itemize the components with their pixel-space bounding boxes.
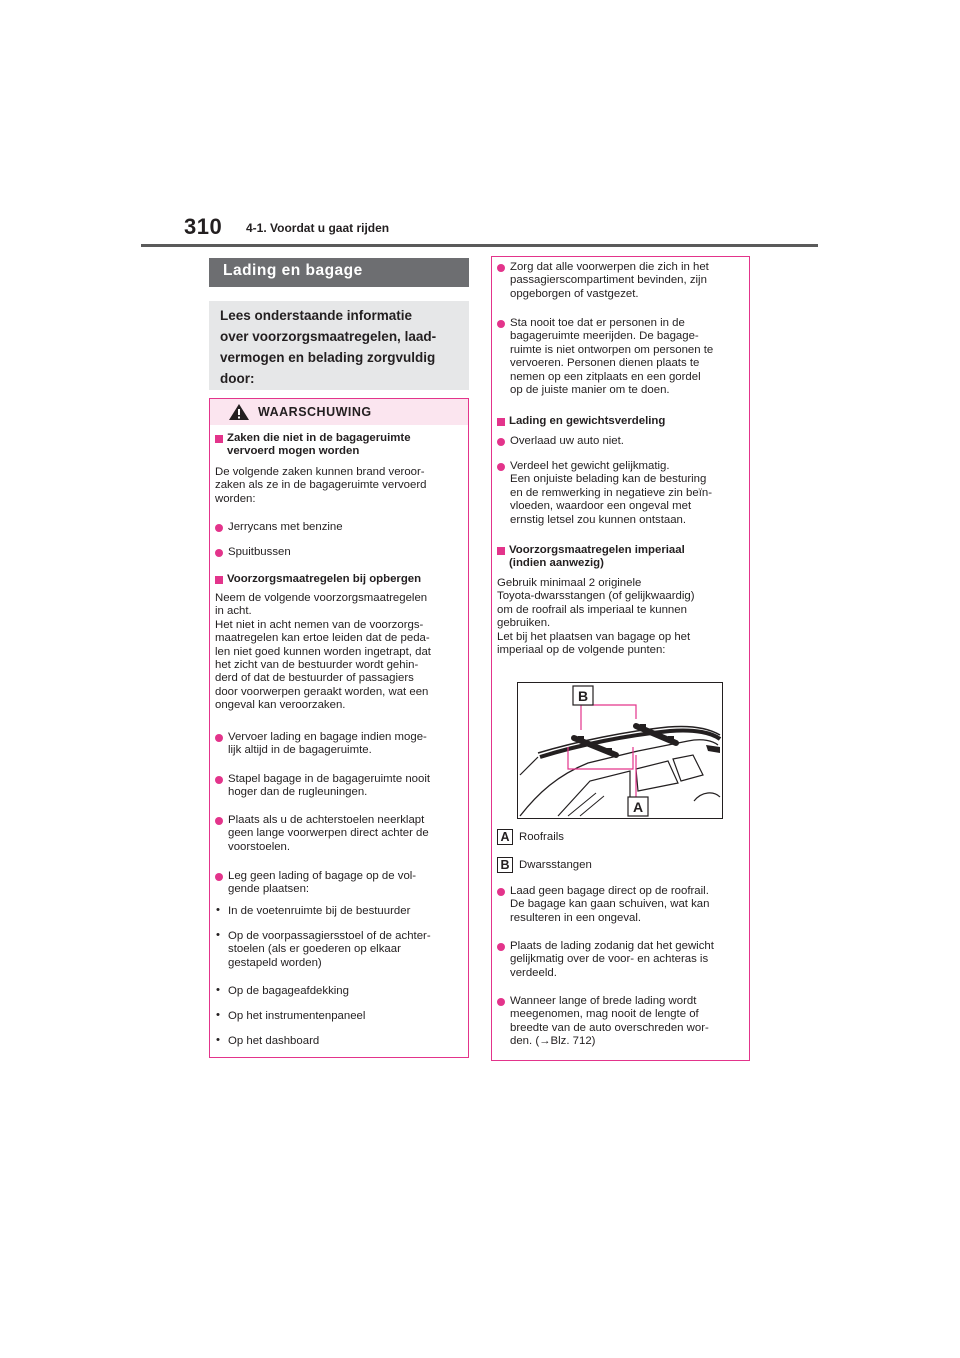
intro-line: Lees onderstaande informatie — [220, 308, 413, 323]
section-square-icon — [215, 435, 223, 443]
list-item: Stapel bagage in de bagageruimte nooit hoger dan de rugleuningen. — [228, 773, 431, 799]
sub-item: Op de bagageafdekking — [228, 985, 349, 997]
figure-label-a: A — [632, 799, 644, 815]
list-item: Vervoer lading en bagage indien moge- lijk altijd in de bagageruimte. — [228, 731, 427, 757]
warning-triangle-icon — [228, 403, 250, 421]
bullet-dot-icon — [215, 776, 223, 784]
bullet-dot-icon — [497, 998, 505, 1006]
page-number: 310 — [184, 214, 223, 239]
list-item: Wanneer lange of brede lading wordt meegenomen, mag nooit de lengte of breedte van de auto overschreden wor- den. (→Blz. 712) — [510, 995, 709, 1048]
right-s2-title: Voorzorgsmaatregelen imperiaal (indien aanwezig) — [509, 544, 685, 570]
intro-box — [209, 301, 469, 390]
intro-line: vermogen en belading zorgvuldig — [220, 350, 436, 365]
legend-label-a: Roofrails — [519, 831, 564, 843]
bullet-dot-icon — [215, 817, 223, 825]
warning-title: WAARSCHUWING — [258, 405, 372, 419]
sub-bullet-icon: • — [216, 929, 220, 941]
intro-line: over voorzorgsmaatregelen, laad- — [220, 329, 437, 344]
warning-s1-text: De volgende zaken kunnen brand veroor- zaken als ze in de bagageruimte vervoerd worden: — [215, 466, 427, 505]
bullet-dot-icon — [497, 888, 505, 896]
sub-bullet-icon: • — [216, 984, 220, 996]
sub-item: Op de voorpassagiersstoel of de achter- stoelen (als er goederen op elkaar gestapeld worden) — [228, 930, 431, 969]
list-item: Zorg dat alle voorwerpen die zich in het passagierscompartiment bevinden, zijn opgeborgen of vastgezet. — [510, 261, 709, 300]
sub-bullet-icon: • — [216, 904, 220, 916]
list-item: Plaats als u de achterstoelen neerklapt geen lange voorwerpen direct achter de voorstoelen. — [228, 814, 429, 853]
sub-bullet-icon: • — [216, 1009, 220, 1021]
list-item: Jerrycans met benzine — [228, 521, 343, 533]
sub-item: Op het dashboard — [228, 1035, 320, 1047]
list-item: Leg geen lading of bagage op de vol- gende plaatsen: — [228, 870, 417, 896]
intro-line: door: — [220, 371, 255, 386]
section-banner — [209, 258, 469, 287]
right-s1-title: Lading en gewichtsverdeling — [509, 415, 666, 427]
bullet-dot-icon — [497, 463, 505, 471]
bullet-dot-icon — [497, 264, 505, 272]
warning-header — [210, 399, 468, 425]
list-item: Plaats de lading zodanig dat het gewicht gelijkmatig over de voor- en achteras is verdeeld. — [510, 940, 714, 979]
right-s2-text: Gebruik minimaal 2 originele Toyota-dwarsstangen (of gelijkwaardig) om de roofrail als imperiaal te kunnen gebruiken. Let bij het plaatsen van bagage op het imperiaal op de volgende punten: — [497, 577, 695, 657]
car-roof-illustration — [518, 683, 722, 818]
bullet-dot-icon — [497, 438, 505, 446]
list-item: Sta nooit toe dat er personen in de bagageruimte meerijden. De bagage- ruimte is niet ontworpen om personen te vervoeren. Personen dienen plaats te nemen op een zitplaats en een gordel op de juiste manier om te doen. — [510, 317, 714, 397]
warning-s2-title: Voorzorgsmaatregelen bij opbergen — [227, 573, 422, 585]
warning-s2-text: Neem de volgende voorzorgsmaatregelen in acht. Het niet in acht nemen van de voorzorgs- maatregelen kan ertoe leiden dat de peda- len niet goed kunnen worden ingetrapt, dat het zicht van de bestuurder wordt gehin- derd of dat de bestuurder of passagiers door voorwerpen geraakt worden, wat een ongeval kan veroorzaken. — [215, 592, 431, 712]
sub-bullet-icon: • — [216, 1034, 220, 1046]
bullet-dot-icon — [497, 943, 505, 951]
warning-s1-title: Zaken die niet in de bagageruimte vervoerd mogen worden — [227, 432, 411, 458]
bullet-dot-icon — [215, 524, 223, 532]
list-item: Laad geen bagage direct op de roofrail. De bagage kan gaan schuiven, wat kan resulteren in een ongeval. — [510, 885, 710, 924]
section-square-icon — [497, 418, 505, 426]
legend-key-b: B — [497, 857, 513, 873]
list-item: Overlaad uw auto niet. — [510, 435, 624, 447]
section-square-icon — [215, 576, 223, 584]
sub-item: In de voetenruimte bij de bestuurder — [228, 905, 411, 917]
section-square-icon — [497, 547, 505, 555]
list-item: Verdeel het gewicht gelijkmatig. Een onjuiste belading kan de besturing en de remwerking in negatieve zin beïn- vloeden, waardoor een ongeval met ernstig letsel zou kunnen ontstaan. — [510, 460, 712, 526]
bullet-dot-icon — [215, 873, 223, 881]
section-title: 4-1. Voordat u gaat rijden — [246, 221, 390, 235]
list-item: Spuitbussen — [228, 546, 291, 558]
legend-label-b: Dwarsstangen — [519, 859, 592, 871]
sub-item: Op het instrumentenpaneel — [228, 1010, 366, 1022]
bullet-dot-icon — [497, 320, 505, 328]
bullet-dot-icon — [215, 549, 223, 557]
legend-key-a: A — [497, 829, 513, 845]
header-rule — [141, 244, 818, 247]
roof-rack-figure — [517, 682, 723, 819]
figure-label-b: B — [577, 688, 589, 704]
bullet-dot-icon — [215, 734, 223, 742]
section-banner-title: Lading en bagage — [223, 262, 363, 279]
